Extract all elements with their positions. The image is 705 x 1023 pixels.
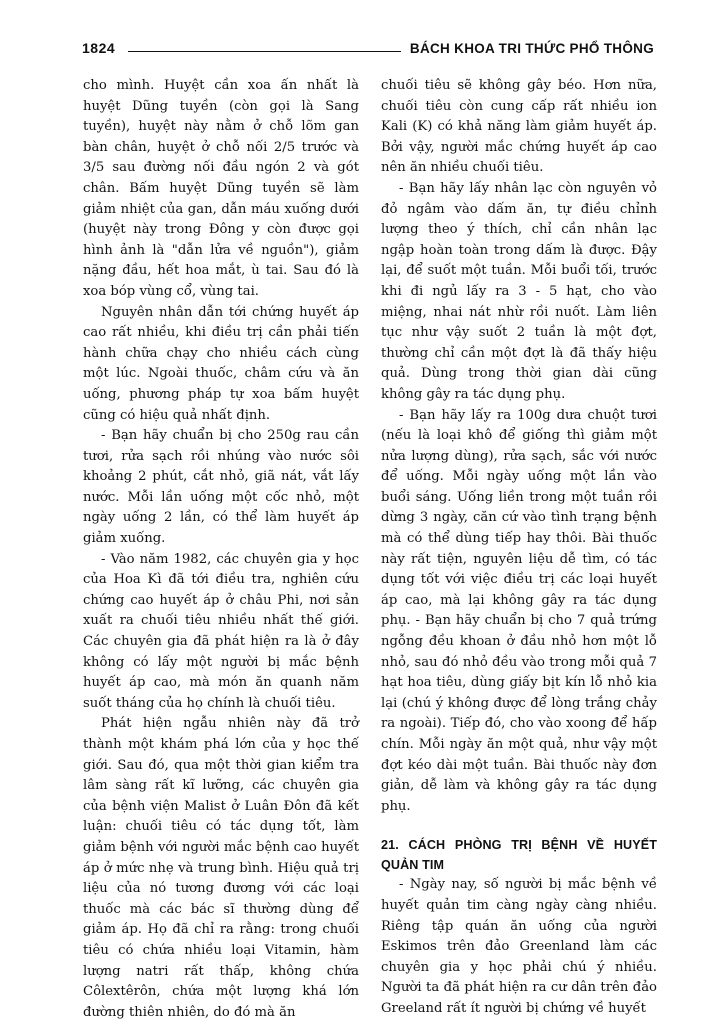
right-column: [381, 76, 657, 1020]
paragraph: - Bạn hãy lấy ra 100g dưa chuột tươi (nếu là loại khô để giống thì giảm một nửa lượng dùng), rửa sạch, sắc với nước để uống. Mỗi ngày uống một lần vào buổi sáng. Uống liền trong một tuần rồi dừng 3 ngày, căn cứ vào tình trạng bệnh mà có thể dùng tiếp hay thôi. Bài thuốc này rất tiện, nguyên liệu dễ tìm, có tác dụng tốt với việc điều trị các loại huyết áp cao, mà lại không gây ra tác dụng phụ. - Bạn hãy chuẩn bị cho 7 quả trứng ngỗng đều khoan ở đầu nhỏ hơn một lỗ nhỏ, sau đó nhỏ đều vào trong mỗi quả 7 hạt hoa tiêu, dùng giấy bịt kín lỗ nhỏ kia lại (chú ý không được để lòng trắng chảy ra ngoài). Tiếp đó, cho vào xoong để hấp chín. Mỗi ngày ăn một quả, như vậy một đợt kéo dài một tuần. Bài thuốc này đơn giản, dễ làm và không gây ra tác dụng phụ.: [381, 407, 657, 814]
paragraph: - Bạn hãy chuẩn bị cho 250g rau cần tươi, rửa sạch rồi nhúng vào nước sôi khoảng 2 phút, cắt nhỏ, giã nát, vắt lấy nước. Mỗi lần uống một cốc nhỏ, một ngày uống 2 lần, có thể làm huyết áp giảm xuống.: [83, 428, 359, 547]
section-heading: 21. CÁCH PHÒNG TRỊ BỆNH VỀ HUYẾT QUẢN TIM: [381, 838, 657, 873]
paragraph: Nguyên nhân dẫn tới chứng huyết áp cao rất nhiều, khi điều trị cần phải tiến hành chữa chạy cho nhiều cách cùng một lúc. Ngoài thuốc, châm cứu và ăn uống, phương pháp tự xoa bấm huyệt cũng có hiệu quả nhất định.: [83, 304, 359, 423]
page-header: [82, 40, 654, 60]
paragraph: Phát hiện ngẫu nhiên này đã trở thành một khám phá lớn của y học thế giới. Sau đó, qua một thời gian kiểm tra lâm sàng rất kĩ lưỡng, các chuyên gia của bệnh viện Malist ở Luân Đôn đã kết luận: chuối tiêu có tác dụng tốt, làm giảm bệnh với người mắc bệnh cao huyết áp ở mức nhẹ và trung bình. Hiệu quả trị liệu của nó tương đương với các loại thuốc mà các bác sĩ thường dùng để giảm áp. Họ đã chỉ ra rằng: trong chuối tiêu có chứa nhiều loại Vitamin, hàm lượng natri rất thấp, không chứa Côlextêrôn, chứa một lượng khá lớn đường thiên nhiên, do đó mà ăn: [83, 716, 359, 1020]
page-number: 1824: [82, 40, 116, 56]
running-title: BÁCH KHOA TRI THỨC PHỔ THÔNG: [409, 41, 654, 56]
paragraph: - Vào năm 1982, các chuyên gia y học của Hoa Kì đã tới điều tra, nghiên cứu chứng cao huyết áp ở châu Phi, nơi sản xuất ra chuối tiêu nhiều nhất thế giới. Các chuyên gia đã phát hiện ra là ở đây không có lấy một người bị mắc bệnh huyết áp cao, mà món ăn quanh năm suốt tháng của họ chính là chuối tiêu.: [83, 551, 359, 711]
header-rule: [128, 51, 401, 52]
paragraph: - Ngày nay, số người bị mắc bệnh về huyết quản tim càng ngày càng nhiều. Riêng tập quán ăn uống của người Eskimos trên đảo Greenland làm các chuyên gia y học phải chú ý nhiều. Người ta đã phát hiện ra cư dân trên đảo Greeland rất ít người bị chứng về huyết: [381, 877, 657, 1016]
paragraph: cho mình. Huyệt cần xoa ấn nhất là huyệt Dũng tuyền (còn gọi là Sang tuyền), huyệt này nằm ở chỗ lõm gan bàn chân, huyệt ở chỗ nối 2/5 trước và 3/5 sau đường nối đầu ngón 2 và gót chân. Bấm huyệt Dũng tuyền sẽ làm giảm nhiệt của gan, dẫn máu xuống dưới (huyệt này trong Đông y còn được gọi hình ảnh là "dẫn lửa về nguồn"), giảm nặng đầu, hết hoa mắt, ù tai. Sau đó là xoa bóp vùng cổ, vùng tai.: [83, 78, 359, 299]
left-column: [83, 76, 359, 1023]
paragraph: - Bạn hãy lấy nhân lạc còn nguyên vỏ đỏ ngâm vào dấm ăn, tự điều chỉnh lượng theo ý thích, chỉ cần nhân lạc ngập hoàn toàn trong dấm là được. Đậy lại, để suốt một tuần. Mỗi buổi tối, trước khi đi ngủ lấy ra 3 - 5 hạt, cho vào miệng, nhai nát nhừ rồi nuốt. Làm liên tục như vậy suốt 2 tuần là một đợt, thường chỉ cần một đợt là đã thấy hiệu quả. Dùng trong thời gian dài cũng không gây ra tác dụng phụ.: [381, 180, 657, 402]
paragraph: chuối tiêu sẽ không gây béo. Hơn nữa, chuối tiêu còn cung cấp rất nhiều ion Kali (K) có khả năng làm giảm huyết áp. Bởi vậy, người mắc chứng huyết áp cao nên ăn nhiều chuối tiêu.: [381, 78, 657, 176]
